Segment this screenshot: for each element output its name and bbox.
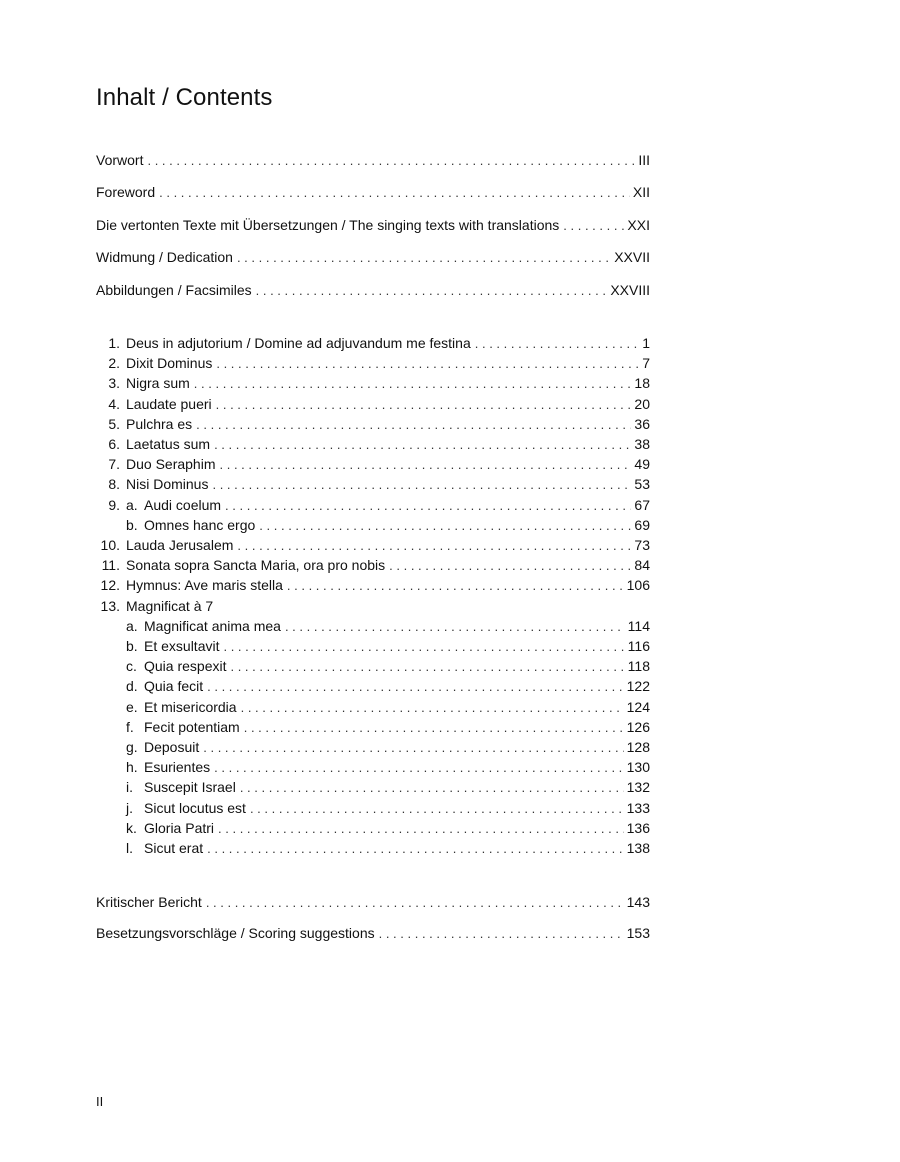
dot-leader <box>218 820 624 838</box>
entry-title: Foreword <box>96 184 156 200</box>
toc-entry <box>96 475 650 494</box>
entry-page: 116 <box>627 638 650 654</box>
dot-leader <box>285 618 625 636</box>
dot-leader <box>237 249 611 267</box>
entry-title: Kritischer Bericht <box>96 894 202 910</box>
page-number: II <box>96 1094 104 1109</box>
entry-title: Besetzungsvorschläge / Scoring suggestions <box>96 925 375 941</box>
dot-leader <box>230 658 624 676</box>
entry-page: 49 <box>634 456 650 473</box>
entry-page: 1 <box>642 335 650 351</box>
entry-page: XXI <box>627 217 650 233</box>
toc-entry <box>96 718 650 737</box>
entry-sub-letter: a. <box>126 496 138 513</box>
entry-sub-letter: f. <box>126 718 134 735</box>
toc-entry <box>96 597 650 615</box>
entry-title: Laudate pueri <box>126 395 212 412</box>
toc-entry <box>96 738 650 757</box>
dot-leader <box>241 699 624 717</box>
toc-entry <box>96 516 650 535</box>
entry-title: Suscepit Israel <box>144 779 236 796</box>
dot-leader <box>216 396 632 414</box>
dot-leader <box>196 416 631 434</box>
entry-title: Pulchra es <box>126 415 193 432</box>
dot-leader <box>223 638 624 656</box>
toc-entry <box>96 924 650 943</box>
entry-number: 12. <box>100 577 120 594</box>
entry-title: Audi coelum <box>144 496 222 513</box>
entry-page: III <box>638 152 650 168</box>
entry-page: 38 <box>634 436 650 452</box>
entry-page: 133 <box>626 799 650 816</box>
dot-leader <box>240 779 624 797</box>
entry-page: XII <box>632 184 650 200</box>
entry-page: 20 <box>634 395 650 412</box>
entry-sub-letter: l. <box>126 840 133 856</box>
entry-page: 128 <box>626 739 650 755</box>
entry-title: Nisi Dominus <box>126 476 209 493</box>
entry-number: 10. <box>100 537 120 553</box>
entry-sub-letter: b. <box>126 516 138 533</box>
entry-number: 5. <box>108 415 120 432</box>
toc-entry <box>96 334 650 353</box>
dot-leader <box>237 537 631 555</box>
entry-title: Sonata sopra Sancta Maria, ora pro nobis <box>126 557 386 574</box>
entry-sub-letter: d. <box>126 678 138 695</box>
entry-title: Magnificat anima mea <box>144 617 281 634</box>
entry-title: Abbildungen / Facsimiles <box>96 282 252 298</box>
entry-title: Vorwort <box>96 152 144 168</box>
dot-leader <box>206 894 624 912</box>
dot-leader <box>259 517 631 535</box>
toc-entry <box>96 354 650 373</box>
entry-sub-letter: h. <box>126 759 138 776</box>
toc-entry <box>96 281 650 300</box>
entry-page: XXVIII <box>610 282 650 298</box>
entry-sub-letter: b. <box>126 638 138 654</box>
toc-entry <box>96 698 650 717</box>
entry-number: 8. <box>108 476 120 493</box>
entry-title: Duo Seraphim <box>126 456 216 473</box>
entry-page: 73 <box>634 537 650 553</box>
entry-page: 138 <box>626 840 650 856</box>
entry-page: XXVII <box>614 249 650 265</box>
entry-number: 6. <box>108 436 120 452</box>
entry-number: 13. <box>100 597 120 614</box>
entry-title: Quia respexit <box>144 658 227 675</box>
entry-sub-letter: k. <box>126 819 137 836</box>
toc-entry <box>96 677 650 696</box>
dot-leader <box>194 375 632 393</box>
toc-entry <box>96 248 650 267</box>
toc-entry <box>96 395 650 414</box>
dot-leader <box>563 217 624 235</box>
entry-page: 114 <box>627 617 650 634</box>
entry-number: 1. <box>108 335 120 351</box>
toc-entry <box>96 496 650 515</box>
entry-title: Et exsultavit <box>144 638 220 654</box>
entry-number: 4. <box>108 395 120 412</box>
toc-entry <box>96 657 650 676</box>
entry-sub-letter: g. <box>126 739 138 755</box>
entry-page: 36 <box>634 415 650 432</box>
toc-entry <box>96 637 650 656</box>
entry-title: Et misericordia <box>144 698 237 715</box>
dot-leader <box>220 456 632 474</box>
toc-entry <box>96 216 650 235</box>
entry-title: Hymnus: Ave maris stella <box>126 577 283 594</box>
entry-page: 84 <box>634 557 650 574</box>
entry-title: Sicut erat <box>144 840 204 856</box>
dot-leader <box>214 759 623 777</box>
toc-entry <box>96 556 650 575</box>
entry-sub-letter: a. <box>126 617 138 634</box>
dot-leader <box>287 577 624 595</box>
entry-sub-letter: j. <box>126 799 133 816</box>
entry-page: 53 <box>634 476 650 493</box>
dot-leader <box>159 184 630 202</box>
entry-title: Quia fecit <box>144 678 204 695</box>
toc-entry <box>96 819 650 838</box>
entry-page: 67 <box>634 496 650 513</box>
dot-leader <box>216 355 639 373</box>
entry-page: 143 <box>626 894 650 910</box>
toc-entry <box>96 151 650 170</box>
dot-leader <box>379 925 624 943</box>
entry-title: Deposuit <box>144 739 200 755</box>
dot-leader <box>203 739 623 757</box>
entry-page: 7 <box>642 355 650 372</box>
toc-entry <box>96 455 650 474</box>
entry-number: 9. <box>108 496 120 513</box>
toc-entry <box>96 374 650 393</box>
entry-title: Lauda Jerusalem <box>126 537 234 553</box>
entry-number: 3. <box>108 375 120 392</box>
toc-entry <box>96 576 650 595</box>
toc-entry <box>96 799 650 818</box>
entry-page: 106 <box>626 577 650 594</box>
entry-page: 18 <box>634 375 650 392</box>
toc-entry <box>96 758 650 777</box>
toc-entry <box>96 617 650 636</box>
toc-entry <box>96 839 650 858</box>
entry-title: Magnificat à 7 <box>126 597 214 614</box>
entry-title: Laetatus sum <box>126 436 211 452</box>
toc-entry <box>96 536 650 555</box>
dot-leader <box>214 436 631 454</box>
entry-page: 136 <box>626 819 650 836</box>
dot-leader <box>256 282 608 300</box>
toc-entry <box>96 435 650 454</box>
entry-title: Omnes hanc ergo <box>144 516 256 533</box>
dot-leader <box>225 497 631 515</box>
entry-sub-letter: e. <box>126 698 138 715</box>
dot-leader <box>207 678 624 696</box>
entry-title: Nigra sum <box>126 375 190 392</box>
dot-leader <box>389 557 631 575</box>
entry-title: Dixit Dominus <box>126 355 213 372</box>
dot-leader <box>475 335 639 353</box>
entry-page: 132 <box>626 779 650 796</box>
dot-leader <box>250 800 624 818</box>
entry-page: 69 <box>634 516 650 533</box>
toc-entry <box>96 778 650 797</box>
entry-title: Fecit potentiam <box>144 718 240 735</box>
entry-number: 7. <box>108 456 120 473</box>
entry-page: 122 <box>626 678 650 695</box>
entry-title: Widmung / Dedication <box>96 249 233 265</box>
dot-leader <box>244 719 624 737</box>
entry-page: 126 <box>626 718 650 735</box>
dot-leader <box>207 840 624 858</box>
entry-page: 118 <box>627 658 650 675</box>
entry-title: Sicut locutus est <box>144 799 246 816</box>
dot-leader <box>147 152 635 170</box>
entry-sub-letter: c. <box>126 658 137 675</box>
toc-entry <box>96 183 650 202</box>
entry-number: 2. <box>108 355 120 372</box>
toc-entry <box>96 893 650 912</box>
toc-entry <box>96 415 650 434</box>
entry-title: Die vertonten Texte mit Übersetzungen / The singing texts with translations <box>96 217 560 233</box>
entry-page: 124 <box>626 698 650 715</box>
page-title: Inhalt / Contents <box>96 84 273 111</box>
entry-number: 11. <box>101 557 120 574</box>
entry-page: 153 <box>626 925 650 941</box>
entry-page: 130 <box>626 759 650 776</box>
entry-sub-letter: i. <box>126 779 133 796</box>
entry-title: Gloria Patri <box>144 819 215 836</box>
dot-leader <box>212 476 631 494</box>
entry-title: Esurientes <box>144 759 211 776</box>
entry-title: Deus in adjutorium / Domine ad adjuvandum me festina <box>126 335 471 351</box>
